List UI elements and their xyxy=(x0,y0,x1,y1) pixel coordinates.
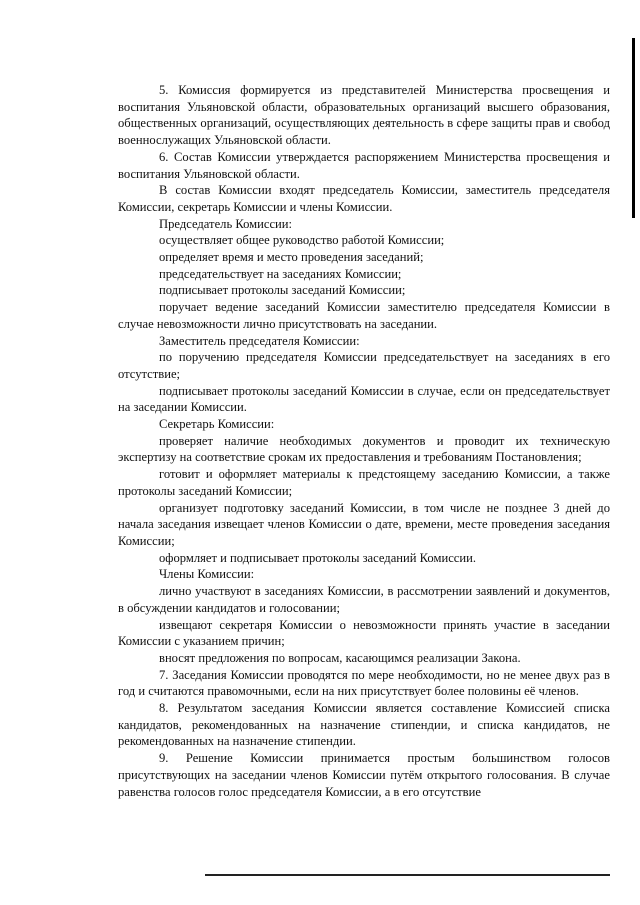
paragraph: по поручению председателя Комиссии председательствует на заседаниях в его отсутствие; xyxy=(118,350,610,381)
paragraph: проверяет наличие необходимых документов и проводит их техническую экспертизу на соответствие срокам их предоставления и требованиям Постановления; xyxy=(118,433,610,465)
paragraph: Заместитель председателя Комиссии: xyxy=(159,333,360,348)
paragraph: В состав Комиссии входят председатель Комиссии, заместитель председателя Комиссии, секретарь Комиссии и члены Комиссии. xyxy=(118,183,610,214)
page-edge-mark xyxy=(632,38,635,218)
paragraph: 7. Заседания Комиссии проводятся по мере необходимости, но не менее двух раз в год и считаются правомочными, если на них присутствует более половины её членов. xyxy=(118,667,610,699)
paragraph: председательствует на заседаниях Комиссии; xyxy=(159,266,402,281)
paragraph: готовит и оформляет материалы к предстоящему заседанию Комиссии, а также протоколы заседаний Комиссии; xyxy=(118,467,610,498)
paragraph: подписывает протоколы заседаний Комиссии в случае, если он председательствует на заседании Комиссии. xyxy=(118,383,610,415)
document-body xyxy=(118,82,610,800)
paragraph: лично участвуют в заседаниях Комиссии, в рассмотрении заявлений и документов, в обсуждении кандидатов и голосовании; xyxy=(118,584,610,615)
paragraph: извещают секретаря Комиссии о невозможности принять участие в заседании Комиссии с указанием причин; xyxy=(118,617,610,649)
paragraph: 6. Состав Комиссии утверждается распоряжением Министерства просвещения и воспитания Ульяновской области. xyxy=(118,149,610,181)
paragraph: 9. Решение Комиссии принимается простым большинством голосов присутствующих на заседании членов Комиссии путём открытого голосования. В случае равенства голосов голос председателя Комиссии, а в его отсутствие xyxy=(118,751,610,799)
paragraph: оформляет и подписывает протоколы заседаний Комиссии. xyxy=(159,550,477,565)
paragraph: 8. Результатом заседания Комиссии является составление Комиссией списка кандидатов, рекомендованных на назначение стипендии, и списка кандидатов, не рекомендованных на назначение стипендии. xyxy=(118,701,610,749)
paragraph: подписывает протоколы заседаний Комиссии; xyxy=(159,283,406,298)
paragraph: поручает ведение заседаний Комиссии заместителю председателя Комиссии в случае невозможности лично присутствовать на заседании. xyxy=(118,300,610,331)
paragraph: определяет время и место проведения заседаний; xyxy=(159,250,424,265)
paragraph: Секретарь Комиссии: xyxy=(159,417,275,432)
paragraph: организует подготовку заседаний Комиссии, в том числе не позднее 3 дней до начала заседания извещает членов Комиссии о дате, времени, месте проведения заседания Комиссии; xyxy=(118,500,610,548)
footer-rule xyxy=(205,874,610,876)
paragraph: Председатель Комиссии: xyxy=(159,216,293,231)
paragraph: осуществляет общее руководство работой Комиссии; xyxy=(159,233,445,248)
paragraph: Члены Комиссии: xyxy=(159,567,255,582)
paragraph: 5. Комиссия формируется из представителей Министерства просвещения и воспитания Ульяновской области, образовательных организаций высшего образования, общественных организаций, осуществляющих деятельность в сфере защиты прав и свобод военнослужащих Ульяновской области. xyxy=(118,83,610,148)
paragraph: вносят предложения по вопросам, касающимся реализации Закона. xyxy=(159,650,521,665)
